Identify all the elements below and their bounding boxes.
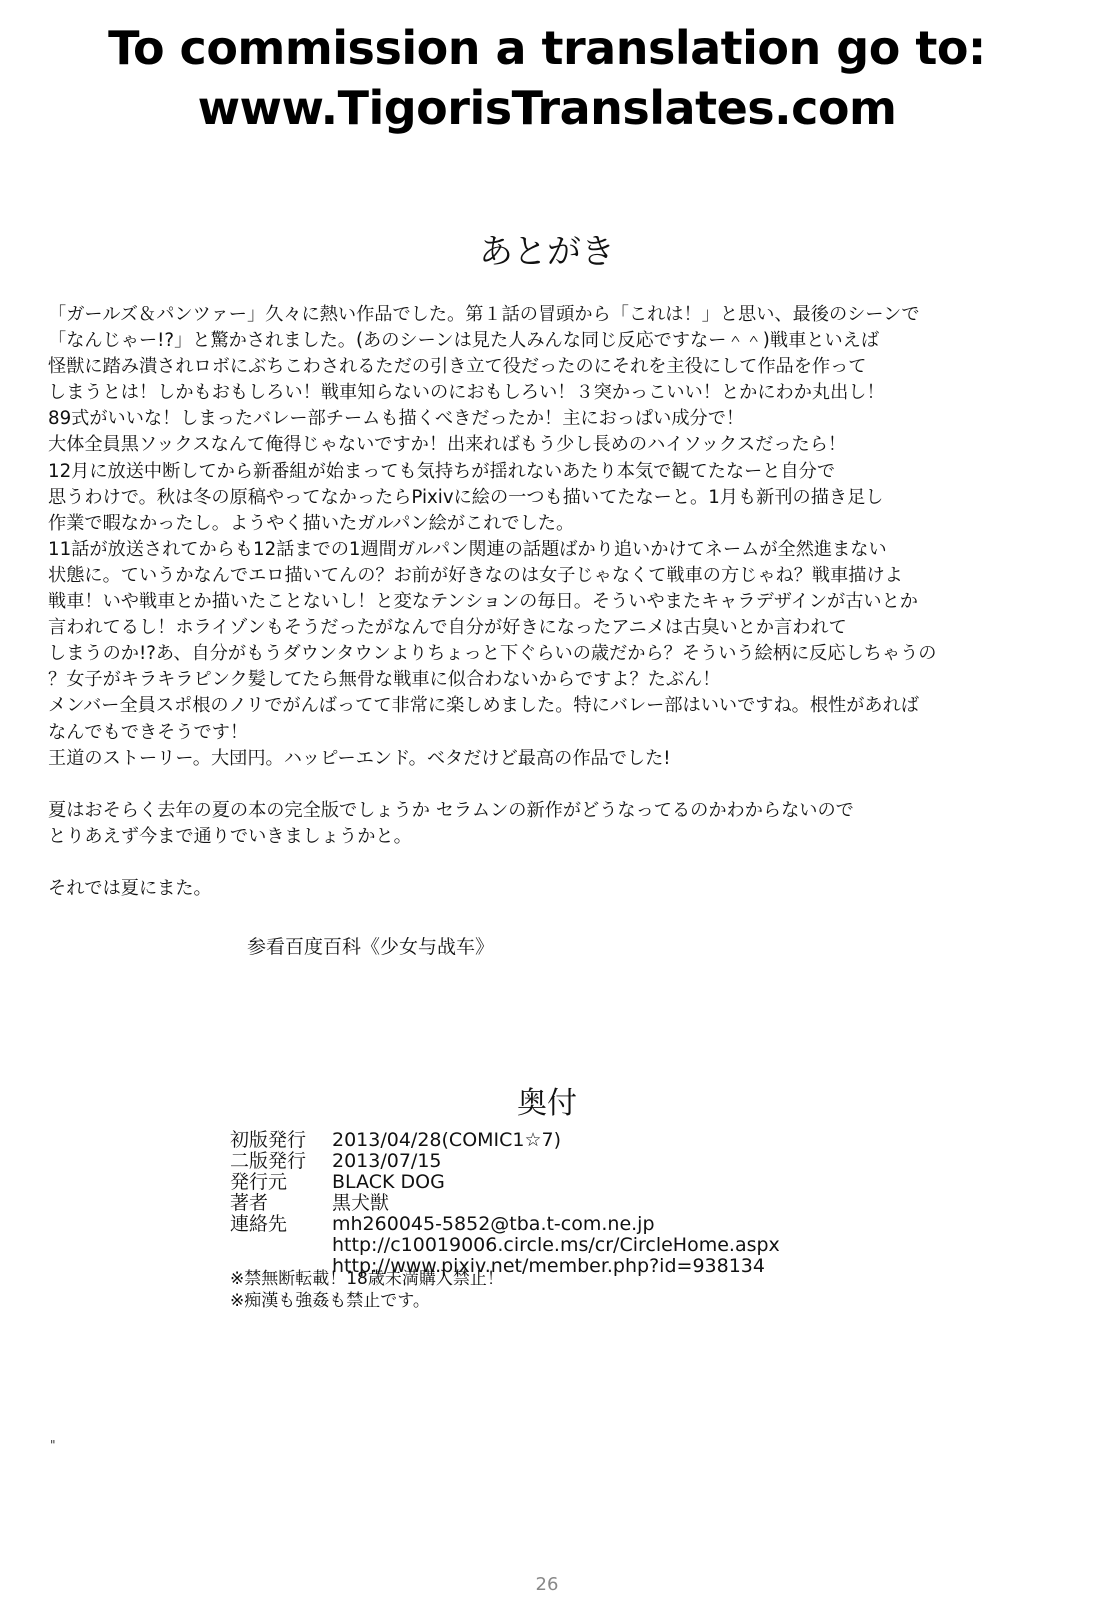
colophon-title: 奥付 — [517, 1086, 577, 1121]
colophon-note: ※禁無断転載！18歳未満購入禁止！ — [230, 1269, 504, 1289]
colophon-key: 初版発行 — [230, 1129, 307, 1151]
colophon-row — [230, 1172, 780, 1193]
colophon-value: http://c10019006.circle.ms/cr/CircleHome.aspx — [332, 1234, 780, 1256]
colophon-key: 連絡先 — [230, 1213, 288, 1235]
afterword-line: 11話が放送されてからも12話までの1週間ガルパン関連の話題ばかり追いかけてネームが全然進まない — [48, 538, 887, 560]
afterword-line: それでは夏にまた。 — [48, 878, 212, 900]
afterword-line: しまうとは！しかもおもしろい！戦車知らないのにおもしろい！３突かっこいい！とかにわか丸出し！ — [48, 382, 885, 404]
afterword-line: なんでもできそうです！ — [48, 721, 249, 743]
afterword-line: ？女子がキラキラピンク髪してたら無骨な戦車に似合わないからですよ？たぶん！ — [48, 669, 721, 691]
afterword-line: 大体全員黒ソックスなんて俺得じゃないですか！出来ればもう少し長めのハイソックスだったら！ — [48, 434, 847, 456]
afterword-line: 言われてるし！ホライゾンもそうだったがなんで自分が好きになったアニメは古臭いとか言われて — [48, 617, 847, 639]
afterword-line: 作業で暇なかったし。ようやく描いたガルパン絵がこれでした。 — [48, 512, 575, 534]
colophon-row — [230, 1193, 780, 1214]
afterword-line: しまうのか!?あ、自分がもうダウンタウンよりちょっと下ぐらいの歳だから？そういう絵柄に反応しちゃうの — [48, 643, 937, 665]
translation-banner — [0, 18, 1094, 138]
colophon-value: http://www.pixiv.net/member.php?id=938134 — [332, 1255, 765, 1277]
afterword-line: 戦車！いや戦車とか描いたことないし！と変なテンションの毎日。そういやまたキャラデザインが古いとか — [48, 591, 918, 613]
blank-line — [48, 850, 1058, 876]
reference-note: 参看百度百科《少女与战车》 — [247, 936, 495, 958]
colophon-table — [230, 1130, 780, 1277]
banner-line-1: To commission a translation go to: — [108, 21, 986, 75]
afterword-line: 状態に。ていうかなんでエロ描いてんの？お前が好きなのは女子じゃなくて戦車の方じゃね？戦車描けよ — [48, 564, 903, 586]
page-number: 26 — [535, 1574, 559, 1595]
colophon-key: 著者 — [230, 1192, 269, 1214]
afterword-line: メンバー全員スポ根のノリでがんばってて非常に楽しめました。特にバレー部はいいですね。根性があれば — [48, 695, 919, 717]
afterword-line: 「なんじゃー!?」と驚かされました。(あのシーンは見た人みんな同じ反応ですなー＾＾)戦車といえば — [48, 330, 880, 352]
blank-line — [48, 772, 1058, 798]
colophon-row — [230, 1214, 780, 1235]
colophon-value: BLACK DOG — [332, 1171, 445, 1193]
colophon-row — [230, 1151, 780, 1172]
colophon-note: ※痴漢も強姦も禁止です。 — [230, 1291, 430, 1311]
colophon-row — [230, 1235, 780, 1256]
banner-line-2: www.TigorisTranslates.com — [197, 81, 897, 135]
afterword-line: 夏はおそらく去年の夏の本の完全版でしょうか セラムンの新作がどうなってるのかわからないので — [48, 799, 854, 821]
colophon-key — [230, 1235, 332, 1256]
colophon-value: 2013/07/15 — [332, 1150, 442, 1172]
afterword-line: 12月に放送中断してから新番組が始まっても気持ちが揺れないあたり本気で観てたなーと自分で — [48, 460, 836, 482]
corner-mark: " — [50, 1438, 56, 1452]
afterword-line: 「ガールズ＆パンツァー」久々に熱い作品でした。第１話の冒頭から「これは！」と思い、最後のシーンで — [48, 304, 920, 325]
afterword-line: 王道のストーリー。大団円。ハッピーエンド。ベタだけど最高の作品でした! — [48, 747, 671, 769]
afterword-body — [48, 302, 1058, 902]
colophon-value: 黒犬獣 — [332, 1192, 390, 1214]
colophon-value: 2013/04/28(COMIC1☆7) — [332, 1129, 562, 1151]
afterword-line: 89式がいいな！しまったバレー部チームも描くべきだったか！主におっぱい成分で！ — [48, 408, 745, 430]
afterword-title: あとがき — [479, 232, 615, 272]
colophon-row — [230, 1130, 780, 1151]
afterword-line: 思うわけで。秋は冬の原稿やってなかったらPixivに絵の一つも描いてたなーと。1月も新刊の描き足し — [48, 486, 884, 508]
afterword-line: 怪獣に踏み潰されロボにぶちこわされるただの引き立て役だったのにそれを主役にして作品を作って — [48, 356, 867, 378]
afterword-line: とりあえず今まで通りでいきましょうかと。 — [48, 825, 412, 847]
colophon-key: 発行元 — [230, 1171, 288, 1193]
colophon-value: mh260045-5852@tba.t-com.ne.jp — [332, 1213, 655, 1235]
colophon-notes — [230, 1268, 504, 1312]
colophon-key: 二版発行 — [230, 1150, 307, 1172]
